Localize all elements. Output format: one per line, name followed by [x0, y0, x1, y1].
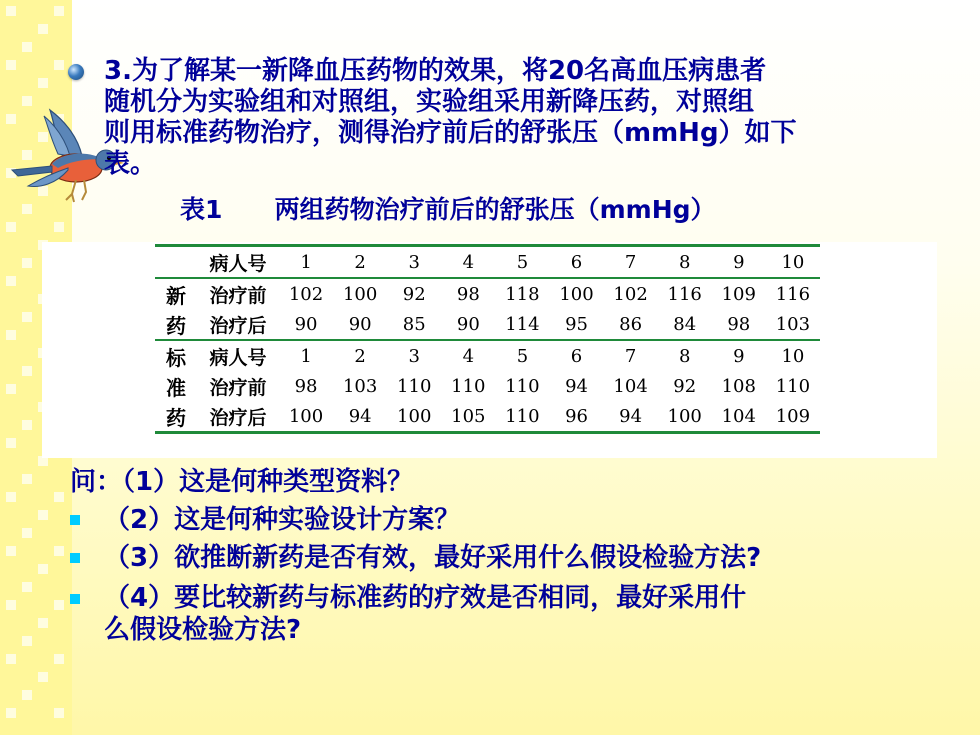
- question-3: （3）欲推断新药是否有效，最好采用什么假设检验方法?: [104, 543, 762, 573]
- table-cell: 110: [505, 375, 540, 397]
- table-cell: 110: [495, 401, 549, 433]
- table-row: [155, 278, 820, 309]
- table-cell: 98: [294, 375, 318, 397]
- table-cell: 2: [333, 246, 387, 279]
- strip-square: [54, 600, 64, 610]
- table-cell: 116: [667, 283, 702, 305]
- header-label: 病人号: [197, 340, 279, 371]
- strip-square: [38, 78, 48, 88]
- table-cell: 118: [505, 283, 540, 305]
- table-cell: 90: [456, 313, 480, 335]
- question-4-line-1: （4）要比较新药与标准药的疗效是否相同，最好采用什: [104, 583, 747, 613]
- table-cell: 6: [549, 246, 603, 279]
- table-cell: 110: [397, 375, 432, 397]
- table-cell: 10: [766, 340, 820, 371]
- question-2: （2）这是何种实验设计方案？: [104, 505, 461, 535]
- strip-square: [6, 600, 16, 610]
- strip-square: [22, 636, 32, 646]
- strip-square: [54, 708, 64, 718]
- table-cell: 92: [402, 283, 426, 305]
- strip-square: [38, 564, 48, 574]
- table-cell: 104: [613, 375, 648, 397]
- strip-square: [22, 312, 32, 322]
- table-cell: 1: [279, 340, 333, 371]
- table-cell: 109: [766, 401, 820, 433]
- table-cell: 1: [279, 246, 333, 279]
- table-cell: 10: [766, 246, 820, 279]
- strip-square: [38, 672, 48, 682]
- table-cell: 95: [565, 313, 588, 335]
- table-cell: 98: [727, 313, 751, 335]
- strip-square: [22, 258, 32, 268]
- question-1: 问：（1）这是何种类型资料？: [70, 467, 414, 497]
- table-cell: 103: [775, 313, 811, 335]
- strip-square: [6, 654, 16, 664]
- header-label: 病人号: [197, 246, 279, 279]
- table-cell: 86: [619, 313, 643, 335]
- strip-square: [6, 222, 16, 232]
- table-cell: 114: [505, 313, 540, 335]
- strip-square: [22, 582, 32, 592]
- problem-text: [104, 56, 934, 180]
- strip-square: [22, 474, 32, 484]
- row-label: 治疗后: [209, 314, 267, 337]
- table-cell: 4: [441, 340, 495, 371]
- strip-square: [38, 618, 48, 628]
- table-cell: 90: [348, 313, 372, 335]
- table-cell: 103: [342, 375, 378, 397]
- table-cell: 9: [712, 246, 766, 279]
- blood-pressure-table: [155, 244, 820, 434]
- table-cell: 102: [288, 283, 324, 305]
- strip-square: [54, 654, 64, 664]
- globe-bullet-icon: [68, 64, 84, 80]
- table-cell: 96: [549, 401, 603, 433]
- group-name-char: 标: [155, 340, 197, 371]
- strip-square: [6, 438, 16, 448]
- question-4-line-2: 么假设检验方法?: [104, 615, 302, 645]
- table-cell: 94: [333, 401, 387, 433]
- square-bullet-icon: [70, 553, 80, 563]
- strip-square: [38, 24, 48, 34]
- table-cell: 5: [495, 246, 549, 279]
- table-cell: 116: [775, 283, 811, 305]
- strip-square: [6, 384, 16, 394]
- table-cell: 85: [402, 313, 426, 335]
- table-row: [155, 309, 820, 340]
- table-cell: 3: [387, 340, 441, 371]
- group-name-char: 准: [166, 375, 186, 400]
- table-cell: 8: [658, 246, 712, 279]
- table-cell: 100: [279, 401, 333, 433]
- table-cell: 110: [451, 375, 486, 397]
- table-cell: 8: [658, 340, 712, 371]
- strip-square: [54, 222, 64, 232]
- problem-line-2: 随机分为实验组和对照组，实验组采用新降压药，对照组: [104, 87, 755, 117]
- table-cell: 6: [549, 340, 603, 371]
- strip-square: [6, 492, 16, 502]
- strip-square: [6, 546, 16, 556]
- table-cell: 9: [712, 340, 766, 371]
- table-cell: 5: [495, 340, 549, 371]
- table-cell: 105: [441, 401, 495, 433]
- square-bullet-icon: [70, 515, 80, 525]
- strip-square: [54, 60, 64, 70]
- strip-square: [22, 690, 32, 700]
- table-cell: 102: [613, 283, 648, 305]
- strip-square: [38, 510, 48, 520]
- table-cell: 7: [604, 246, 658, 279]
- table-cell: 3: [387, 246, 441, 279]
- strip-square: [54, 492, 64, 502]
- table-cell: 94: [565, 375, 588, 397]
- table-cell: 92: [673, 375, 697, 397]
- table-row: [155, 371, 820, 401]
- table-cell: 100: [342, 283, 378, 305]
- table-cell: 94: [604, 401, 658, 433]
- group-name-char: 药: [155, 401, 197, 433]
- row-label: 治疗前: [209, 284, 267, 307]
- problem-line-1: 3.为了解某一新降血压药物的效果，将20名高血压病患者: [104, 56, 767, 86]
- square-bullet-icon: [70, 594, 80, 604]
- strip-square: [54, 546, 64, 556]
- strip-square: [54, 6, 64, 16]
- table-cell: 90: [294, 313, 318, 335]
- problem-line-4: 表。: [104, 149, 157, 179]
- strip-square: [6, 330, 16, 340]
- problem-line-3: 则用标准药物治疗，测得治疗前后的舒张压（mmHg）如下: [104, 118, 797, 148]
- table-cell: 84: [673, 313, 697, 335]
- table-cell: 109: [721, 283, 756, 305]
- strip-square: [22, 528, 32, 538]
- strip-square: [6, 276, 16, 286]
- strip-square: [6, 6, 16, 16]
- group-name-char: 药: [166, 313, 186, 338]
- strip-square: [22, 420, 32, 430]
- table-cell: 100: [658, 401, 712, 433]
- strip-square: [6, 60, 16, 70]
- table-cell: 98: [456, 283, 480, 305]
- table-cell: 104: [712, 401, 766, 433]
- row-label: 治疗后: [197, 401, 279, 433]
- strip-square: [22, 96, 32, 106]
- table-cell: 7: [604, 340, 658, 371]
- table-row: [155, 401, 820, 433]
- strip-square: [22, 42, 32, 52]
- group-name-char: 新: [166, 283, 186, 308]
- row-label: 治疗前: [209, 376, 267, 399]
- table-row: [155, 246, 820, 279]
- table-cell: 100: [559, 283, 594, 305]
- table-cell: 110: [775, 375, 811, 397]
- strip-square: [6, 708, 16, 718]
- table-row: [155, 340, 820, 371]
- table-cell: 108: [721, 375, 756, 397]
- strip-square: [22, 366, 32, 376]
- table-cell: 2: [333, 340, 387, 371]
- table-title: 表1 两组药物治疗前后的舒张压（mmHg）: [180, 195, 716, 224]
- table-cell: 4: [441, 246, 495, 279]
- table-cell: 100: [387, 401, 441, 433]
